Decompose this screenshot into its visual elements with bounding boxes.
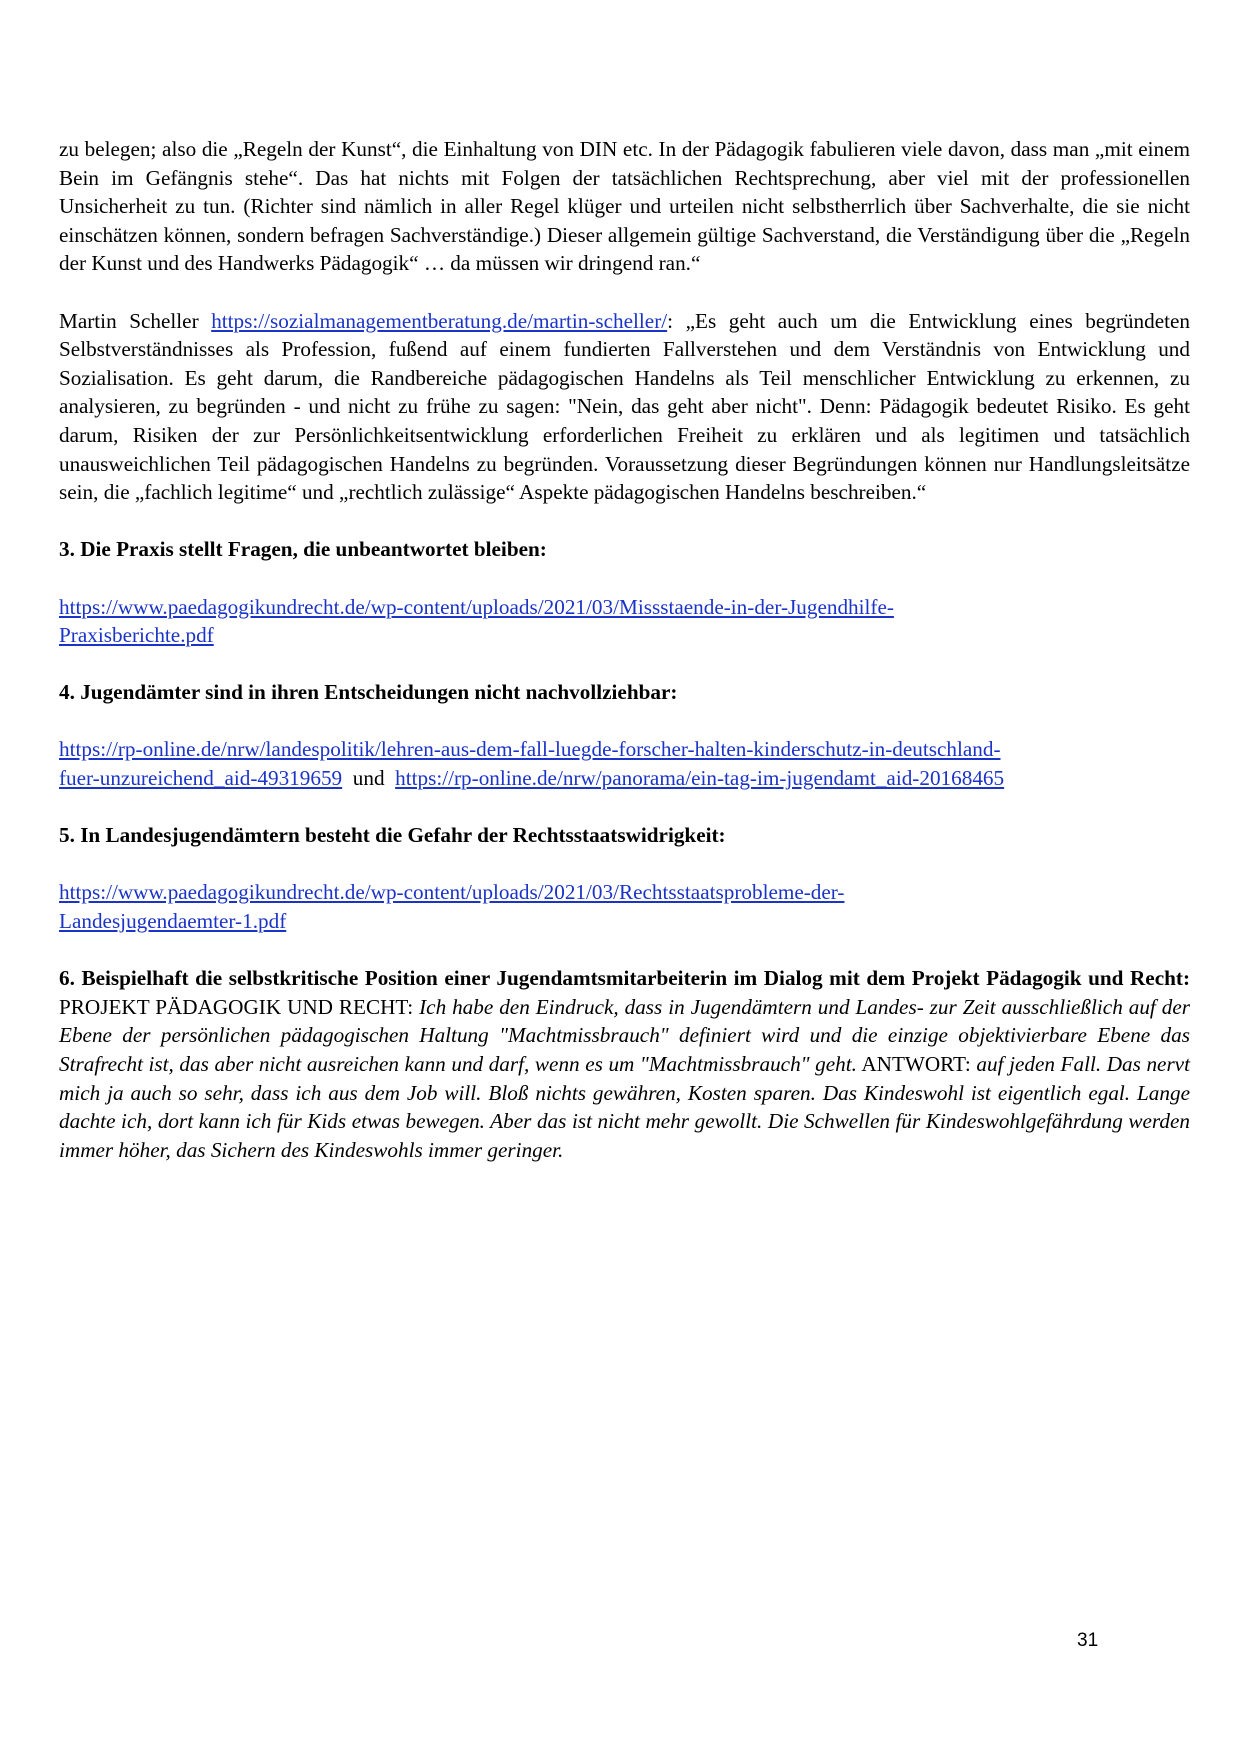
heading-section-5: 5. In Landesjugendämtern besteht die Gefahr der Rechtsstaatswidrigkeit:: [59, 823, 726, 848]
document-body: [59, 135, 1190, 1164]
link-rp-online-jugendamt[interactable]: https://rp-online.de/nrw/panorama/ein-tag-im-jugendamt_aid-20168465: [395, 766, 1005, 791]
dialog-answer: auf jeden Fall. Das nervt mich ja auch so sehr, dass ich aus dem Job will. Bloß nichts gewähren, Kosten sparen. Das Kindeswohl ist eigentlich egal. Lange dachte ich, dort kann ich für Kids etwas bewegen. Aber das ist nicht mehr gewollt. Die Schwellen für Kindeswohlgefährdung werden immer höher, das Sichern des Kindeswohls immer geringer.: [59, 1052, 1190, 1162]
link-block-section-5: [59, 878, 1190, 935]
link-block-section-4: [59, 735, 1190, 792]
page-number: 31: [1077, 1630, 1099, 1651]
author-name: Martin Scheller: [59, 308, 212, 333]
link-missstaende-praxisberichte[interactable]: https://www.paedagogikundrecht.de/wp-content/uploads/2021/03/Missstaende-in-der-Jugendhilfe- Praxisberichte.pdf: [59, 594, 894, 648]
paragraph-martin-scheller: [59, 307, 1190, 507]
link-rp-online-luegde[interactable]: https://rp-online.de/nrw/landespolitik/lehren-aus-dem-fall-luegde-forscher-halten-kinderschutz-in-deutschland- fuer-unzureichend_aid-49319659: [59, 737, 1001, 791]
link-block-section-3: [59, 593, 1190, 650]
link-sozialmanagementberatung[interactable]: https://sozialmanagementberatung.de/martin-scheller/: [211, 308, 668, 333]
heading-section-3: 3. Die Praxis stellt Fragen, die unbeantwortet bleiben:: [59, 537, 547, 562]
connector-text: und: [352, 766, 385, 791]
label-antwort: ANTWORT:: [856, 1052, 977, 1076]
quote-text: : „Es geht auch um die Entwicklung eines begründeten Selbstverständnisses als Profession, fußend auf einem fundierten Fallverstehen und dem Verständnis von Entwicklung und Sozialisation. Es geht darum, die Randbereiche pädagogischen Handelns als Teil menschlicher Entwicklung zu erkennen, zu analysieren, zu begründen - und nicht zu frühe zu sagen: "Nein, das geht aber nicht". Denn: Pädagogik bedeutet Risiko. Es geht darum, Risiken der zur Persönlichkeitsentwicklung erforderlichen Freiheit zu erklären und als legitimen und tatsächlich unausweichlichen Teil pädagogischen Handelns zu begründen. Voraussetzung dieser Begründungen können nur Handlungsleitsätze sein, die „fachlich legitime“ und „rechtlich zulässige“ Aspekte pädagogischen Handelns beschreiben.“: [59, 308, 1190, 505]
link-rechtsstaatsprobleme[interactable]: https://www.paedagogikundrecht.de/wp-content/uploads/2021/03/Rechtsstaatsprobleme-der- Landesjugendaemter-1.pdf: [59, 880, 845, 934]
dialog-question: Ich habe den Eindruck, dass in Jugendämtern und Landes- zur Zeit ausschließlich auf der Ebene der persönlichen pädagogischen Haltung "Machtmissbrauch" definiert wird und die einzige objektivierbare Ebene das Strafrecht ist, das aber nicht ausreichen kann und darf, wenn es um "Machtmissbrauch" geht.: [59, 994, 1190, 1076]
paragraph-regeln-der-kunst: zu belegen; also die „Regeln der Kunst“, die Einhaltung von DIN etc. In der Pädagogik fabulieren viele davon, dass man „mit einem Bein im Gefängnis stehe“. Das hat nichts mit Folgen der tatsächlichen Rechtsprechung, aber viel mit der professionellen Unsicherheit zu tun. (Richter sind nämlich in aller Regel klüger und urteilen nicht selbstherrlich über Sachverhalte, die sie nicht einschätzen können, sondern befragen Sachverständige.) Dieser allgemein gültige Sachverstand, die Verständigung über die „Regeln der Kunst und des Handwerks Pädagogik“ … da müssen wir dringend ran.“: [59, 137, 1190, 276]
label-projekt: PROJEKT PÄDAGOGIK UND RECHT:: [59, 994, 420, 1019]
paragraph-section-6: [59, 964, 1190, 1164]
heading-section-6: 6. Beispielhaft die selbstkritische Position einer Jugendamtsmitarbeiterin im Dialog mit dem Projekt Pädagogik und Recht:: [59, 966, 1190, 991]
heading-section-4: 4. Jugendämter sind in ihren Entscheidungen nicht nachvollziehbar:: [59, 680, 678, 705]
